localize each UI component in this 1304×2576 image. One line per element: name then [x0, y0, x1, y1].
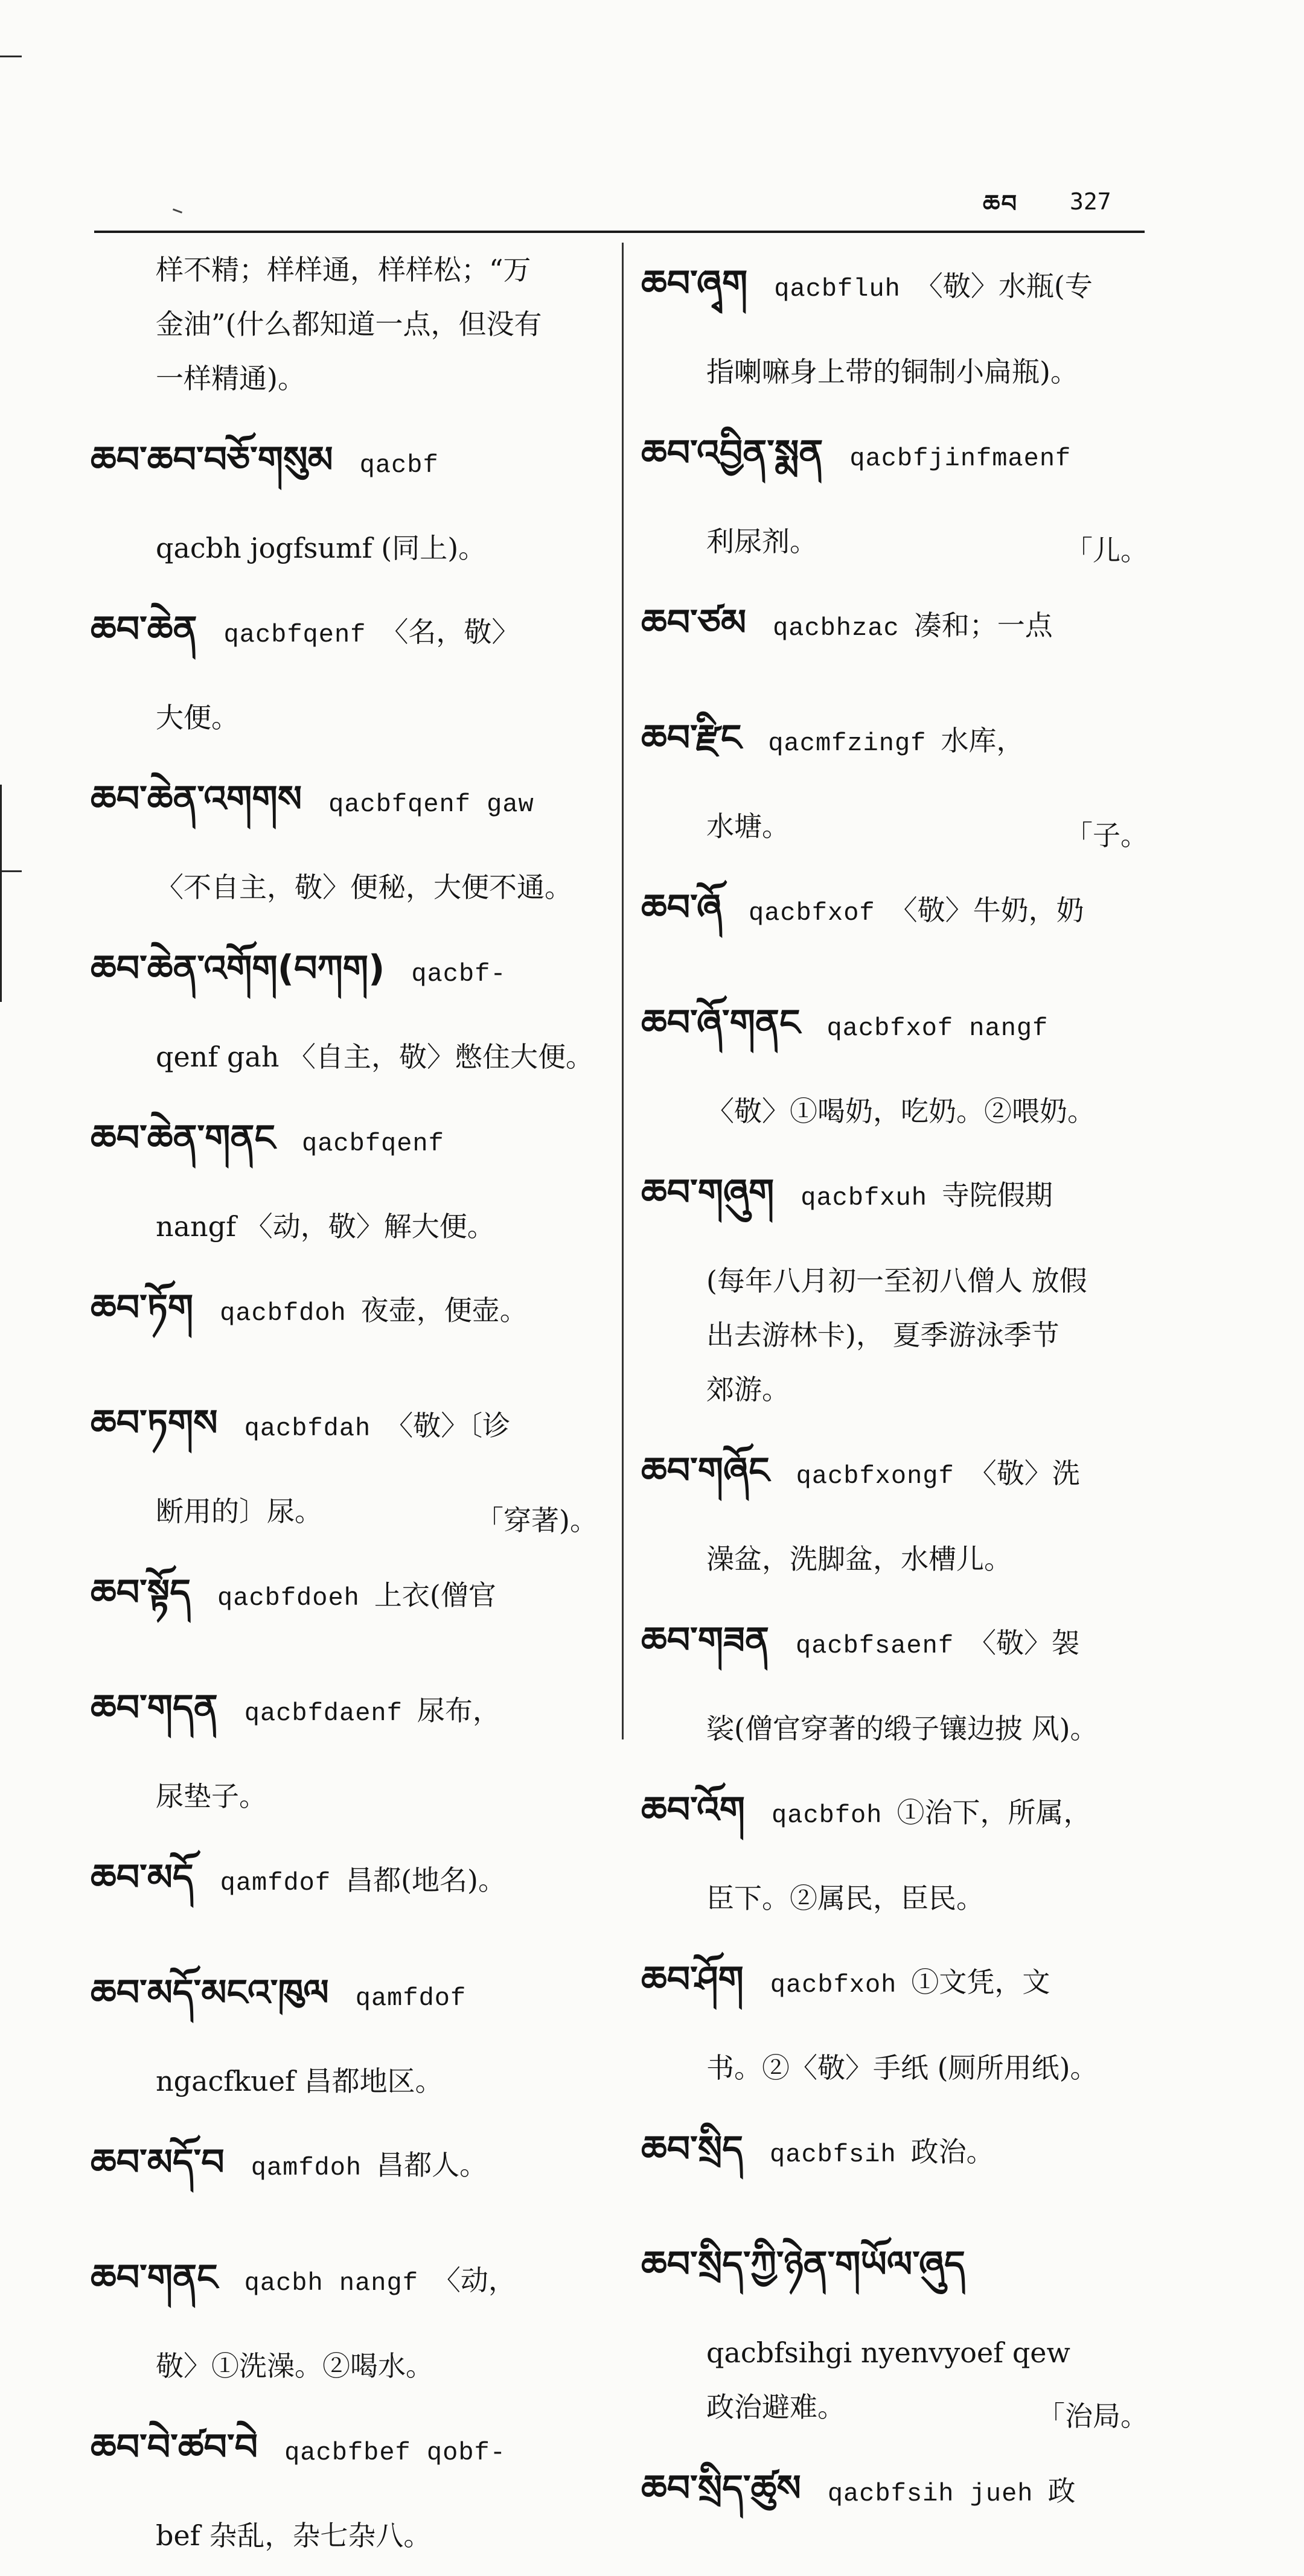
dictionary-entry	[91, 1552, 598, 1654]
pronunciation: qacbfxof	[748, 899, 875, 928]
dictionary-entry	[641, 1430, 1148, 1586]
entry-continuation-line: 样不精；样样通，样样松；“万	[156, 253, 531, 286]
tibetan-headword: ཆབ་སྟོད	[91, 1572, 191, 1614]
dictionary-entry	[641, 697, 1148, 853]
entry-head-row	[91, 758, 598, 860]
tibetan-headword: ཆབ་གཞོང	[641, 1450, 770, 1492]
entry-head-row	[91, 1097, 598, 1199]
dictionary-entry	[641, 867, 1148, 969]
definition-line: 出去游林卡)， 夏季游泳季节	[706, 1319, 1060, 1351]
dictionary-entry	[91, 2122, 598, 2224]
tibetan-headword: ཆབ་རྫིང	[641, 717, 742, 759]
pronunciation: qacmfzingf	[768, 729, 927, 758]
gloss-text: 尿布，	[417, 1694, 500, 1727]
entry-head-row	[641, 2108, 1148, 2210]
definition-line: 澡盆，洗脚盆，水槽儿。	[706, 1543, 1012, 1575]
definition-line: 〈不自主，敬〉便秘，大便不通。	[156, 871, 572, 904]
definition-line: nangf 〈动，敬〉解大便。	[156, 1210, 495, 1243]
gloss-text: 政治。	[910, 2135, 994, 2168]
entry-head-row	[641, 982, 1148, 1084]
definition-line: qacbfsihgi nyenvyoef qew	[706, 2336, 1070, 2369]
running-head: ཆབ	[983, 190, 1018, 218]
carryover-note: 「穿著)。	[476, 1504, 598, 1537]
pronunciation: qacbfjinfmaenf	[849, 444, 1072, 473]
carryover-note: 「儿。	[1065, 534, 1148, 567]
entry-head-row	[641, 412, 1148, 514]
scan-edge-mark	[0, 870, 22, 872]
pronunciation: qacbfxof nangf	[826, 1014, 1049, 1043]
tibetan-headword: ཆབ་ཞྭག	[641, 263, 748, 305]
pronunciation: qacbfqenf	[223, 620, 366, 649]
pronunciation: qacbfsih jueh	[827, 2479, 1034, 2508]
dictionary-entry	[641, 582, 1148, 684]
dictionary-entry	[641, 1939, 1148, 2095]
header-rule	[94, 231, 1145, 233]
gloss-text: ①治下，所属，	[897, 1796, 1091, 1829]
tibetan-headword: ཆབ་ཞོ་གནང	[641, 1002, 801, 1044]
dictionary-entry	[641, 412, 1148, 569]
definition-line: 书。②〈敬〉手纸 (厕所用纸)。	[706, 2052, 1098, 2084]
tibetan-headword: ཆབ་ཤོག	[641, 1959, 744, 2001]
definition-line: qacbh jogfsumf (同上)。	[156, 532, 487, 564]
dictionary-entry	[91, 419, 598, 575]
definition-line: 断用的〕尿。	[156, 1495, 322, 1528]
dictionary-entry	[91, 2237, 598, 2393]
tibetan-headword: ཆབ་སྲིད་ཚུས	[641, 2467, 801, 2510]
entry-head-row	[641, 2224, 1148, 2326]
dictionary-entry	[641, 2108, 1148, 2210]
entry-head-row	[641, 243, 1148, 345]
dictionary-entry	[91, 1267, 598, 1369]
dictionary-entry	[91, 243, 598, 406]
pronunciation: qacbfxongf	[796, 1462, 954, 1491]
tibetan-headword: ཆབ་གནང	[91, 2257, 218, 2299]
dictionary-entry	[91, 1097, 598, 1254]
tibetan-headword: ཆབ་སྲིད་ཀྱི་ཉེན་གཡོལ་ཞུད	[641, 2243, 965, 2286]
entry-head-row	[91, 2406, 598, 2508]
entry-head-row	[91, 2237, 598, 2339]
entry-continuation-line: 一样精通)。	[156, 362, 305, 395]
dictionary-entry	[641, 1769, 1148, 1925]
gloss-text: 〈敬〉水瓶(专	[915, 270, 1093, 302]
tibetan-headword: ཆབ་གདན	[91, 1687, 218, 1729]
page-number: 327	[1070, 188, 1111, 215]
tibetan-headword: ཆབ་མདོ	[91, 1857, 194, 1899]
tibetan-headword: ཆབ་ཙམ	[641, 602, 747, 644]
gloss-text: 〈敬〉袈	[968, 1627, 1080, 1659]
left-column	[91, 243, 598, 2576]
dictionary-entry	[91, 1667, 598, 1823]
entry-head-row	[91, 1837, 598, 1939]
pronunciation: qacbfqenf	[302, 1129, 444, 1158]
gloss-text: ①文凭，文	[911, 1966, 1050, 1998]
definition-line: 指喇嘛身上带的铜制小扁瓶)。	[706, 355, 1078, 388]
definition-line: (每年八月初一至初八僧人 放假	[706, 1264, 1087, 1297]
tibetan-headword: ཆབ་ཆེན་འགོག(བཀག)	[91, 948, 385, 990]
tibetan-headword: ཆབ་སྲིད	[641, 2128, 744, 2170]
dictionary-entry	[641, 1599, 1148, 1756]
gloss-text: 水库，	[941, 724, 1024, 757]
entry-head-row	[91, 1667, 598, 1769]
entry-head-row	[641, 2447, 1148, 2549]
gloss-text: 昌都(地名)。	[345, 1864, 506, 1896]
pronunciation: qacbf	[359, 451, 439, 480]
tibetan-headword: ཆབ་ཏོག	[91, 1287, 194, 1329]
pronunciation: qacbfxoh	[770, 1971, 897, 2000]
entry-head-row	[91, 1552, 598, 1654]
gloss-text: 〈敬〉洗	[968, 1457, 1080, 1490]
tibetan-headword: ཆབ་གཞུག	[641, 1172, 775, 1214]
entry-head-row	[641, 1769, 1148, 1871]
gloss-text: 昌都人。	[376, 2149, 488, 2181]
pronunciation: qacbfoh	[772, 1801, 883, 1830]
definition-line: 敬〉①洗澡。②喝水。	[156, 2350, 433, 2382]
entry-head-row	[91, 1382, 598, 1484]
gloss-text: 〈敬〉牛奶，奶	[889, 894, 1084, 926]
pronunciation: qacbfsaenf	[795, 1631, 954, 1660]
dictionary-entry	[641, 982, 1148, 1138]
entry-head-row	[641, 1152, 1148, 1254]
definition-line: ngacfkuef 昌都地区。	[156, 2065, 443, 2097]
tibetan-headword: ཆབ་འོག	[641, 1789, 746, 1831]
right-column	[641, 243, 1148, 2563]
tibetan-headword: ཆབ་བེ་ཚབ་བེ	[91, 2426, 258, 2469]
dictionary-entry	[91, 2406, 598, 2563]
tibetan-headword: ཆབ་ཆབ་བཅོ་གསུམ	[91, 439, 333, 481]
entry-head-row	[91, 928, 598, 1030]
gloss-text: 凑和；一点	[913, 609, 1053, 642]
tibetan-headword: ཆབ་ཆེན	[91, 608, 197, 651]
definition-line: 大便。	[156, 701, 239, 734]
scan-speck	[173, 208, 182, 213]
tibetan-headword: ཆབ་གཟན	[641, 1619, 769, 1662]
entry-head-row	[641, 1939, 1148, 2041]
gloss-text: 政	[1047, 2475, 1076, 2507]
definition-line: qenf gah 〈自主，敬〉憋住大便。	[156, 1041, 594, 1073]
definition-line: 政治避难。	[706, 2391, 845, 2423]
pronunciation: qacbfdoeh	[217, 1584, 360, 1613]
dictionary-entry	[91, 588, 598, 745]
gloss-text: 夜壶，便壶。	[360, 1294, 528, 1327]
entry-head-row	[91, 1267, 598, 1369]
column-divider	[622, 243, 624, 1739]
scan-edge	[0, 785, 2, 1002]
tibetan-headword: ཆབ་འབྱིན་སྨན	[641, 432, 823, 474]
definition-line: 利尿剂。	[706, 525, 817, 558]
pronunciation: qacbfbef qobf-	[284, 2438, 506, 2467]
entry-head-row	[641, 1430, 1148, 1532]
pronunciation: qamfdoh	[251, 2154, 362, 2182]
dictionary-entry	[641, 2224, 1148, 2434]
dictionary-entry	[641, 243, 1148, 399]
tibetan-headword: ཆབ་ཆེན་འགགས	[91, 778, 302, 820]
entry-continuation-line: 金油”(什么都知道一点，但没有	[156, 308, 542, 340]
entry-head-row	[641, 582, 1148, 684]
entry-head-row	[641, 1599, 1148, 1701]
definition-line: 尿垫子。	[156, 1780, 267, 1812]
definition-line: 裟(僧官穿著的缎子镶边披 风)。	[706, 1712, 1098, 1745]
pronunciation: qacbhzac	[773, 614, 900, 643]
tibetan-headword: ཆབ་ཆེན་གནང	[91, 1117, 275, 1159]
dictionary-entry	[91, 928, 598, 1084]
carryover-note: 「治局。	[1037, 2400, 1148, 2432]
entry-head-row	[91, 588, 598, 690]
entry-head-row	[641, 697, 1148, 799]
definition-line: 〈敬〉①喝奶，吃奶。②喂奶。	[706, 1095, 1095, 1127]
pronunciation: qacbfxuh	[801, 1184, 927, 1213]
pronunciation: qacbfdah	[244, 1414, 371, 1443]
dictionary-entry	[91, 1952, 598, 2108]
pronunciation: qacbh nangf	[244, 2269, 418, 2298]
tibetan-headword: ཆབ་མདོ་མངའ་ཁུལ	[91, 1972, 329, 2014]
gloss-text: 上衣(僧官	[374, 1579, 496, 1612]
carryover-note: 「子。	[1065, 819, 1148, 852]
tibetan-headword: ཆབ་མདོ་བ	[91, 2141, 225, 2184]
pronunciation: qacbfluh	[774, 275, 901, 304]
pronunciation: qacbfsih	[770, 2140, 897, 2169]
pronunciation: qacbfdoh	[220, 1299, 347, 1328]
entry-head-row	[91, 2122, 598, 2224]
pronunciation: qacbfdaenf	[244, 1699, 403, 1728]
gloss-text: 〈名，敬〉	[380, 616, 520, 648]
gloss-text: 寺院假期	[941, 1179, 1053, 1211]
entry-head-row	[91, 419, 598, 521]
definition-line: bef 杂乱，杂七杂八。	[156, 2519, 432, 2552]
gloss-text: 〈敬〉〔诊	[385, 1409, 511, 1442]
dictionary-entry	[641, 1152, 1148, 1417]
tibetan-headword: ཆབ་ཞོ	[641, 887, 722, 929]
gloss-text: 〈动，	[432, 2264, 516, 2297]
dictionary-entry	[91, 1837, 598, 1939]
entry-head-row	[641, 867, 1148, 969]
dictionary-entry	[91, 1382, 598, 1538]
dictionary-entry	[641, 2447, 1148, 2549]
pronunciation: qacbf-	[411, 960, 507, 989]
entry-head-row	[91, 1952, 598, 2054]
definition-line: 水塘。	[706, 810, 790, 843]
pronunciation: qacbfqenf gaw	[328, 790, 534, 819]
definition-line: 臣下。②属民，臣民。	[706, 1882, 984, 1914]
pronunciation: qamfdof	[355, 1984, 467, 2013]
dictionary-entry	[91, 758, 598, 914]
scan-edge-mark	[0, 56, 22, 57]
pronunciation: qamfdof	[220, 1869, 331, 1898]
tibetan-headword: ཆབ་ཏགས	[91, 1402, 218, 1444]
definition-line: 郊游。	[706, 1373, 790, 1406]
